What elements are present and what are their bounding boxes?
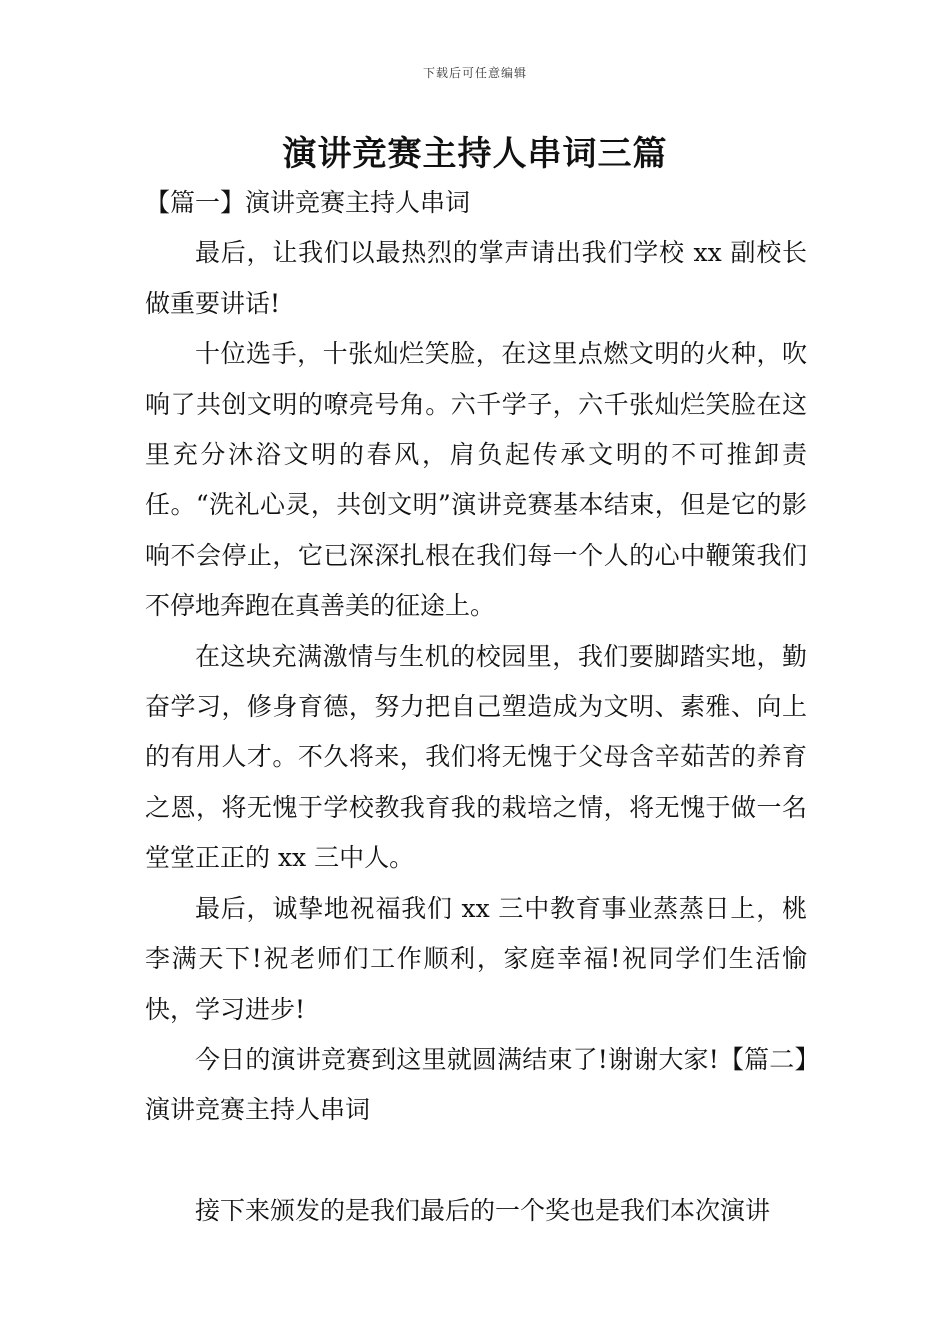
header-note: 下载后可任意编辑 [422,66,527,80]
paragraph: 在这块充满激情与生机的校园里，我们要脚踏实地，勤奋学习，修身育德，努力把自己塑造成为文明、素雅、向上的有用人才。不久将来，我们将无愧于父母含辛茹苦的养育之恩，将无愧于学校教我育我的栽培之情，将无愧于做一名堂堂正正的 xx 三中人。 [145,641,807,873]
paragraph: 最后，诚挚地祝福我们 xx 三中教育事业蒸蒸日上，桃李满天下!祝老师们工作顺利，家庭幸福!祝同学们生活愉快，学习进步! [145,893,807,1024]
paragraph: 十位选手，十张灿烂笑脸，在这里点燃文明的火种，吹响了共创文明的嘹亮号角。六千学子，六千张灿烂笑脸在这里充分沐浴文明的春风，肩负起传承文明的不可推卸责任。“洗礼心灵，共创文明”演讲竞赛基本结束，但是它的影响不会停止，它已深深扎根在我们每一个人的心中鞭策我们不停地奔跑在真善美的征途上。 [145,339,807,621]
document-body [145,178,807,1236]
paragraph: 接下来颁发的是我们最后的一个奖也是我们本次演讲 [195,1195,771,1225]
document-title: 演讲竞赛主持人串词三篇 [282,134,668,174]
blank-line [145,1136,807,1186]
paragraph: 最后，让我们以最热烈的掌声请出我们学校 xx 副校长做重要讲话! [145,238,807,318]
paragraph: 今日的演讲竞赛到这里就圆满结束了!谢谢大家!【篇二】演讲竞赛主持人串词 [145,1044,807,1125]
section-heading: 【篇一】演讲竞赛主持人串词 [145,188,471,217]
